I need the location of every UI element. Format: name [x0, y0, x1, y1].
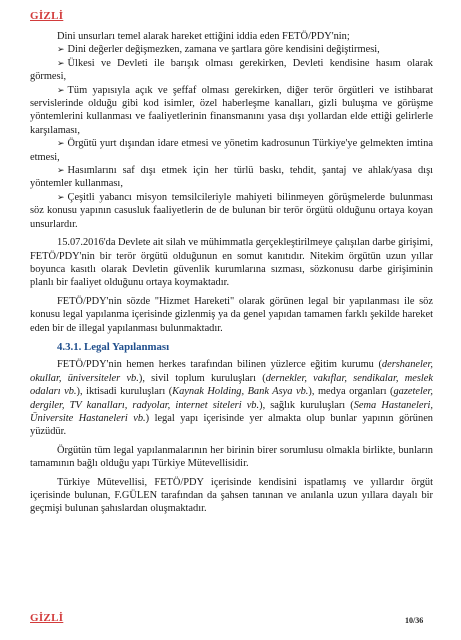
arrow-bullet-icon: ➢: [57, 138, 65, 149]
trustees-members-paragraph: Türkiye Mütevellisi, FETÖ/PDY içerisinde kendisini ispatlamış ve yıllardır örgüt içerisinde bulunan, F.GÜLEN tarafından da şahsen tanınan ve anılanla uzun yıllara dayalı bir geçmişi bulunan şahıslardan oluşmaktadır.: [30, 476, 433, 515]
arrow-bullet-icon: ➢: [57, 44, 65, 55]
arrow-bullet-icon: ➢: [57, 165, 65, 176]
bullet-item: ➢ Tüm yapısıyla açık ve şeffaf olması gerekirken, diğer terör örgütleri ve istihbarat servislerinde olduğu gibi kod isimler, özel haberleşme kanalları, gizli buluşma ve görüşme yöntemlerini kullanması ve faaliyetlerinin finansmanını yasa dışı yollardan elde ettiği gelirlerle karşılaması,: [30, 84, 433, 136]
page-number: 10/36: [405, 616, 424, 625]
trustees-paragraph: Örgütün tüm legal yapılanmalarının her birinin birer sorumlusu olmakla birlikte, bunların tamamının bağlı olduğu yapı Türkiye Mütevellisidir.: [30, 444, 433, 470]
bullet-item: ➢ Hasımlarını saf dışı etmek için her türlü baskı, tehdit, şantaj ve ahlak/yasa dışı yöntemler kullanması,: [30, 165, 433, 190]
bullet-item: ➢ Ülkesi ve Devleti ile barışık olması gerekirken, Devleti kendisine hasım olarak görmesi,: [30, 57, 433, 83]
section-heading: 4.3.1. Legal Yapılanması: [57, 340, 170, 353]
classification-footer: GİZLİ: [30, 612, 64, 624]
document-body: [30, 30, 433, 516]
bullet-item: ➢ Örgütü yurt dışından idare etmesi ve yönetim kadrosunun Türkiye'ye gelmekten imtina etmesi,: [30, 138, 433, 163]
structure-paragraph: FETÖ/PDY'nin sözde "Hizmet Hareketi" olarak görünen legal bir yapılanması ile söz konusu legal yapılanma içerisinde gizlenmiş ya da genel yapıdan tamamen farklı şekilde hareket eden bir de illegal yapılanması bulunmaktadır.: [30, 295, 433, 334]
arrow-bullet-icon: ➢: [57, 84, 65, 95]
legal-institutions-paragraph: FETÖ/PDY'nin hemen herkes tarafından bilinen yüzlerce eğitim kurumu (dershaneler, okullar, üniversiteler vb.), sivil toplum kuruluşları (dernekler, vakıflar, sendikalar, meslek odaları vb.), iktisadi kuruluşları (Kaynak Holding, Bank Asya vb.), medya organları (gazeteler, dergiler, TV kanalları, radyolar, internet siteleri vb.), sağlık kuruluşları (Sema Hastaneleri, Üniversite Hastaneleri vb.) legal yapı içerisinde yer almakta olup bunlar yapının görünen yüzüdür.: [30, 359, 433, 438]
intro-paragraph: Dini unsurları temel alarak hareket ettiğini iddia eden FETÖ/PDY'nin;: [57, 31, 350, 42]
coup-paragraph: 15.07.2016'da Devlete ait silah ve mühimmatla gerçekleştirilmeye çalışılan darbe girişimi, FETÖ/PDY'nin bir terör örgütü olduğunun en somut kanıtıdır. Nitekim örgütün uzun yıllar boyunca kasıtlı olarak Devletin güvenlik kurumlarına sızması, sözkonusu darbe girişiminin planlı bir faaliyet olduğunu ortaya koymaktadır.: [30, 237, 433, 289]
arrow-bullet-icon: ➢: [57, 57, 65, 68]
bullet-item: ➢ Dini değerler değişmezken, zamana ve şartlara göre kendisini değiştirmesi,: [57, 44, 380, 56]
classification-header: GİZLİ: [30, 10, 64, 22]
bullet-item: ➢ Çeşitli yabancı misyon temsilcileriyle mahiyeti bilinmeyen görüşmelerde bulunması söz konusu yapının casusluk faaliyetlerin de de bulunan bir terör örgütü olduğunu ortaya koyan unsurlardır.: [30, 191, 433, 230]
arrow-bullet-icon: ➢: [57, 191, 65, 202]
